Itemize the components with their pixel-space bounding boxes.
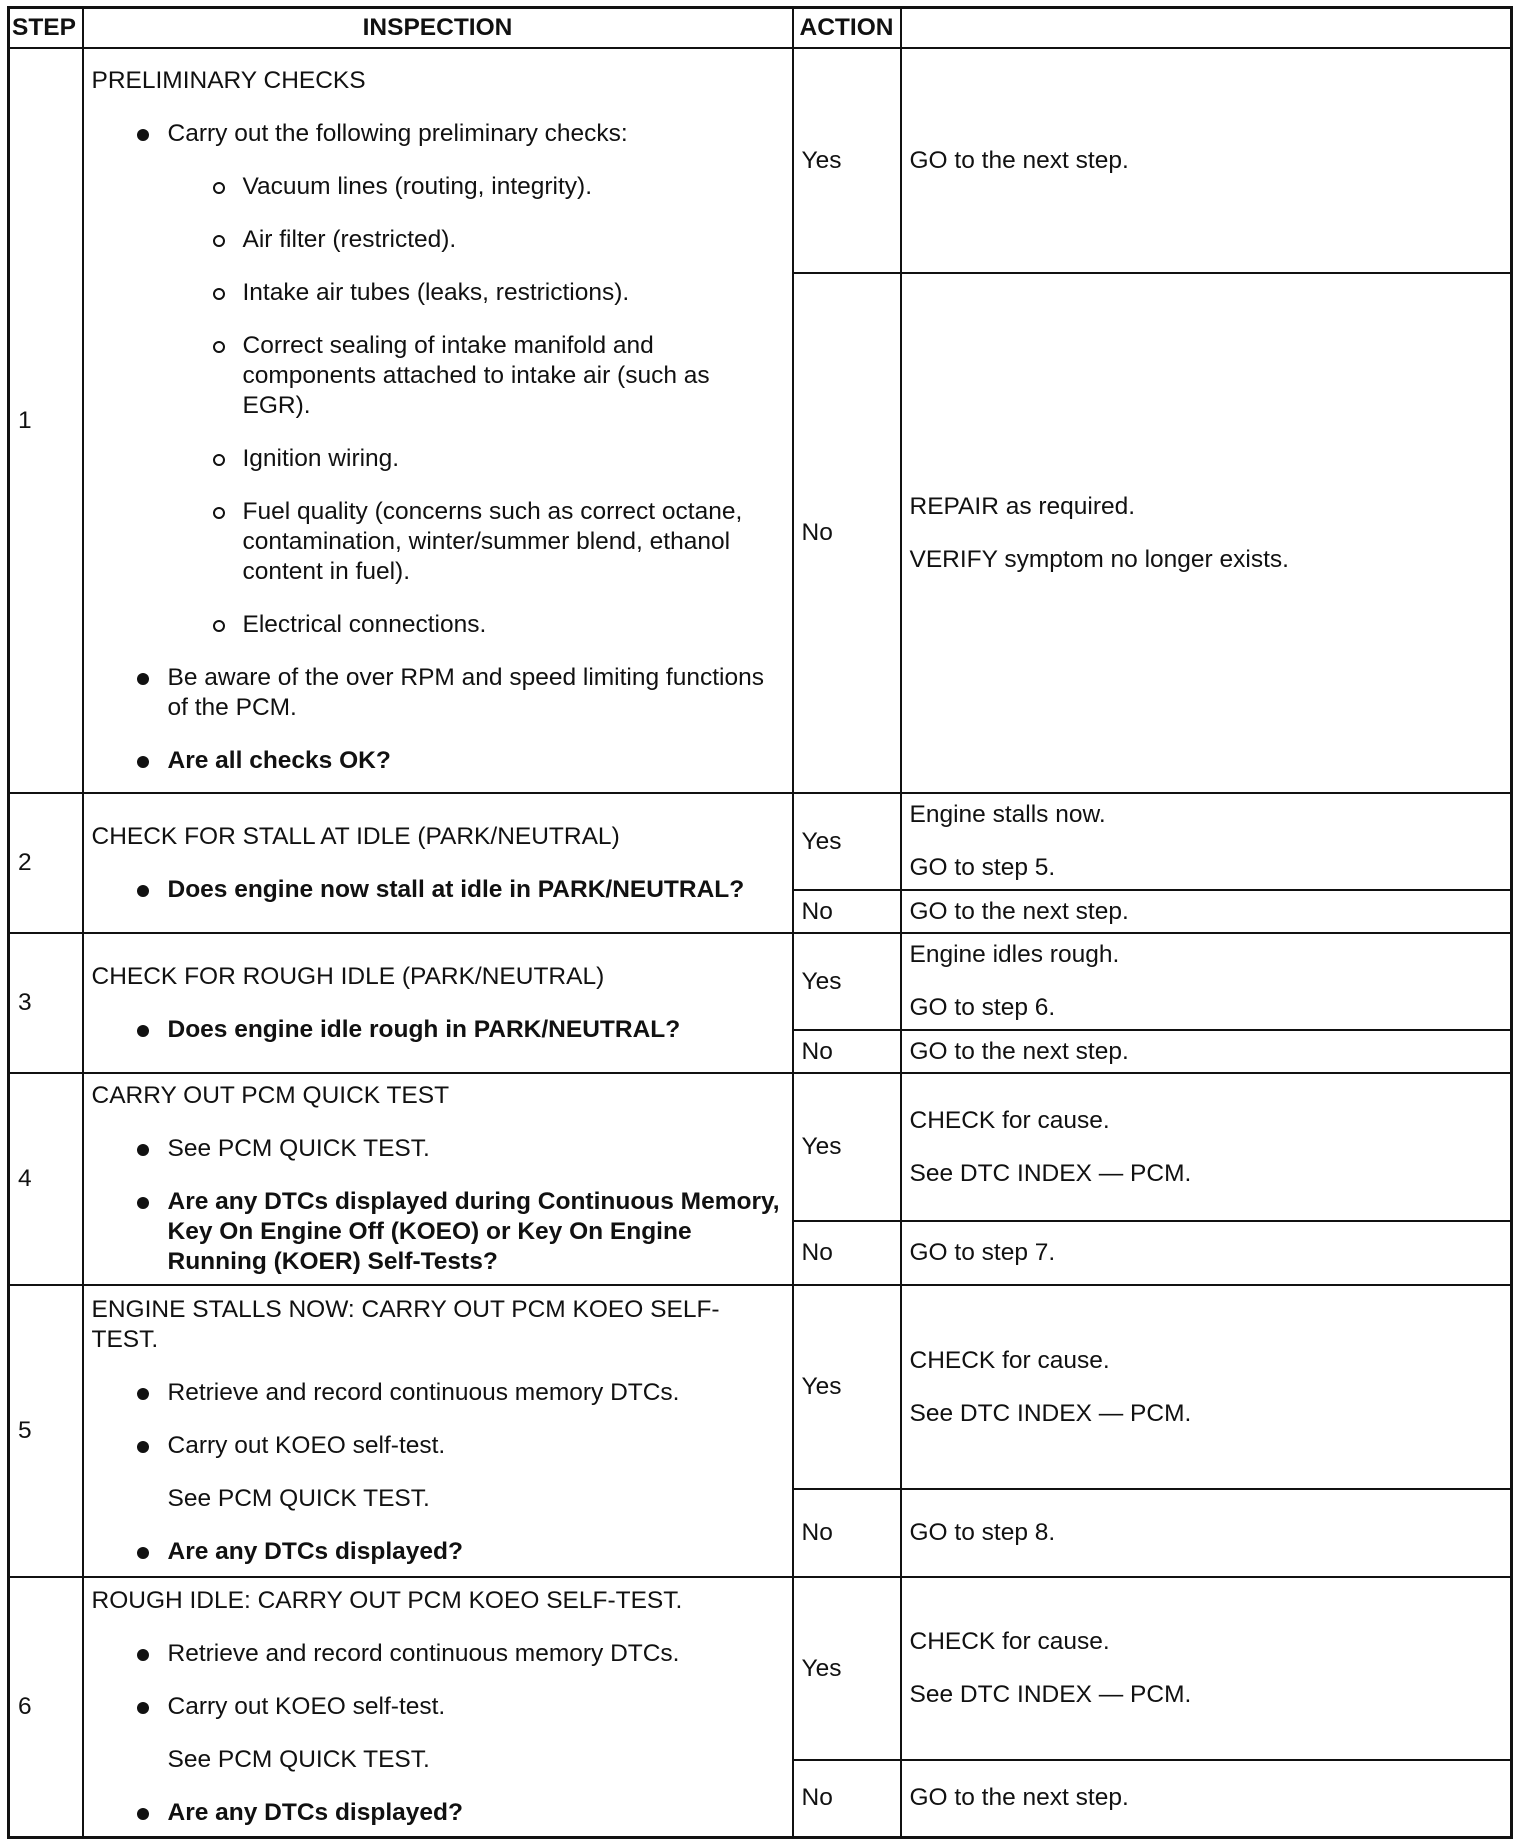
action-yes xyxy=(901,933,1512,1030)
table-row xyxy=(9,793,1512,890)
action-no xyxy=(901,1221,1512,1285)
answer-no: No xyxy=(793,1760,901,1837)
bullet-item: Carry out the following preliminary checks: xyxy=(92,119,784,149)
bullet-item: Retrieve and record continuous memory DTCs. xyxy=(92,1639,784,1669)
answer-yes: Yes xyxy=(793,1577,901,1760)
action-line: GO to step 6. xyxy=(909,994,1056,1021)
header-inspection: INSPECTION xyxy=(83,8,793,49)
action-yes xyxy=(901,48,1512,273)
action-line: Engine idles rough. xyxy=(909,941,1120,968)
step-number: 2 xyxy=(9,793,83,933)
answer-no: No xyxy=(793,273,901,793)
header-step: STEP xyxy=(9,8,83,49)
table-row xyxy=(9,48,1512,273)
action-yes xyxy=(901,1073,1512,1221)
action-yes xyxy=(901,793,1512,890)
answer-no: No xyxy=(793,1030,901,1073)
action-line: GO to the next step. xyxy=(909,1037,1129,1065)
action-line: GO to step 7. xyxy=(909,1239,1056,1266)
table-row xyxy=(9,933,1512,1030)
action-no xyxy=(901,273,1512,793)
diagnostic-table xyxy=(7,6,1513,1839)
step-question: Are any DTCs displayed? xyxy=(92,1537,784,1567)
inspection-cell xyxy=(83,48,793,793)
step-question: Does engine now stall at idle in PARK/NEUTRAL? xyxy=(92,875,784,905)
check-item: Fuel quality (concerns such as correct octane, contamination, winter/summer blend, ethanol content in fuel). xyxy=(92,497,784,587)
step-title: CHECK FOR STALL AT IDLE (PARK/NEUTRAL) xyxy=(91,822,620,850)
inspection-cell xyxy=(83,1577,793,1837)
action-line: CHECK for cause. xyxy=(909,1628,1110,1655)
action-line: See DTC INDEX — PCM. xyxy=(909,1399,1192,1427)
action-line: CHECK for cause. xyxy=(909,1106,1110,1134)
answer-yes: Yes xyxy=(793,1073,901,1221)
step-number: 4 xyxy=(9,1073,83,1285)
reference-text: See PCM QUICK TEST. xyxy=(167,1485,430,1512)
action-yes xyxy=(901,1285,1512,1489)
action-line: VERIFY symptom no longer exists. xyxy=(909,545,1289,573)
step-number: 3 xyxy=(9,933,83,1073)
answer-no: No xyxy=(793,1221,901,1285)
check-item: Air filter (restricted). xyxy=(92,225,784,255)
action-line: REPAIR as required. xyxy=(909,492,1136,520)
check-item: Ignition wiring. xyxy=(92,444,784,474)
check-item: Intake air tubes (leaks, restrictions). xyxy=(92,278,784,308)
bullet-item: Carry out KOEO self-test. xyxy=(92,1692,784,1722)
step-number: 6 xyxy=(9,1577,83,1837)
action-line: CHECK for cause. xyxy=(909,1346,1110,1374)
action-line: GO to the next step. xyxy=(909,146,1129,174)
header-row xyxy=(9,8,1512,49)
step-number: 5 xyxy=(9,1285,83,1577)
step-title: ENGINE STALLS NOW: CARRY OUT PCM KOEO SELF-TEST. xyxy=(91,1296,720,1353)
answer-no: No xyxy=(793,1489,901,1577)
reference-text: See PCM QUICK TEST. xyxy=(167,1745,430,1773)
bullet-item: See PCM QUICK TEST. xyxy=(92,1134,784,1164)
action-line: GO to step 5. xyxy=(909,854,1056,881)
action-line: See DTC INDEX — PCM. xyxy=(909,1681,1192,1708)
action-line: GO to step 8. xyxy=(909,1519,1056,1546)
answer-yes: Yes xyxy=(793,793,901,890)
answer-no: No xyxy=(793,890,901,933)
step-question: Are all checks OK? xyxy=(92,746,784,776)
step-title: CARRY OUT PCM QUICK TEST xyxy=(91,1082,450,1109)
step-title: CHECK FOR ROUGH IDLE (PARK/NEUTRAL) xyxy=(91,962,605,990)
bullet-item: Retrieve and record continuous memory DTCs. xyxy=(92,1378,784,1408)
step-question: Are any DTCs displayed during Continuous Memory, Key On Engine Off (KOEO) or Key On Engine Running (KOER) Self-Tests? xyxy=(92,1187,784,1277)
inspection-cell xyxy=(83,933,793,1073)
header-action: ACTION xyxy=(793,8,901,49)
step-title: ROUGH IDLE: CARRY OUT PCM KOEO SELF-TEST. xyxy=(91,1586,683,1614)
table-row xyxy=(9,1285,1512,1489)
action-line: Engine stalls now. xyxy=(909,801,1106,828)
answer-yes: Yes xyxy=(793,48,901,273)
action-no xyxy=(901,1760,1512,1837)
answer-yes: Yes xyxy=(793,1285,901,1489)
inspection-cell xyxy=(83,793,793,933)
check-item: Correct sealing of intake manifold and components attached to intake air (such as EGR). xyxy=(92,331,784,421)
answer-yes: Yes xyxy=(793,933,901,1030)
table-row xyxy=(9,1577,1512,1760)
inspection-cell xyxy=(83,1285,793,1577)
bullet-item: Carry out KOEO self-test. xyxy=(92,1431,784,1461)
action-no xyxy=(901,1030,1512,1073)
step-number: 1 xyxy=(9,48,83,793)
step-question: Does engine idle rough in PARK/NEUTRAL? xyxy=(92,1015,784,1045)
step-question: Are any DTCs displayed? xyxy=(92,1798,784,1828)
action-no xyxy=(901,890,1512,933)
action-line: GO to the next step. xyxy=(909,1784,1129,1812)
action-line: GO to the next step. xyxy=(909,897,1129,925)
action-yes xyxy=(901,1577,1512,1760)
check-item: Vacuum lines (routing, integrity). xyxy=(92,172,784,202)
header-result xyxy=(901,8,1512,49)
table-row xyxy=(9,1073,1512,1221)
action-line: See DTC INDEX — PCM. xyxy=(909,1159,1192,1187)
inspection-cell xyxy=(83,1073,793,1285)
bullet-item: Be aware of the over RPM and speed limiting functions of the PCM. xyxy=(92,663,784,723)
check-item: Electrical connections. xyxy=(92,610,784,640)
step-title: PRELIMINARY CHECKS xyxy=(91,66,366,94)
action-no xyxy=(901,1489,1512,1577)
